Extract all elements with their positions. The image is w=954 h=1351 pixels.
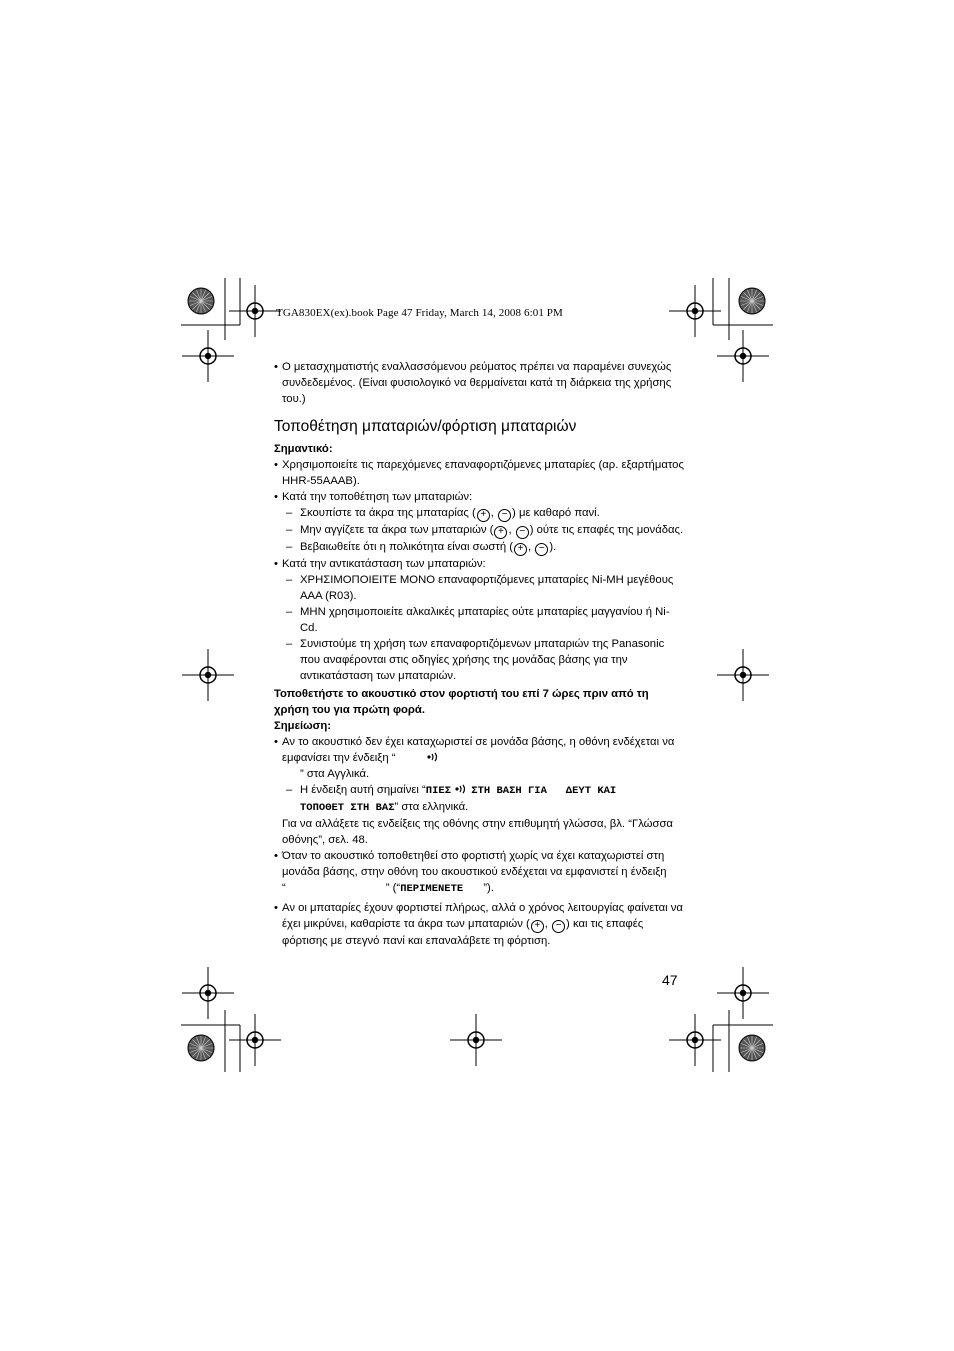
replace-dash-2: – ΜΗΝ χρησιμοποιείτε αλκαλικές μπαταρίες ούτε μπαταρίες μαγγανίου ή Ni-Cd. bbox=[274, 604, 684, 636]
plus-terminal-icon: + bbox=[477, 509, 490, 522]
charge-instruction: Τοποθετήστε το ακουστικό στον φορτιστή του επί 7 ώρες πριν από τη χρήση του για πρώτη φορά. bbox=[274, 688, 649, 716]
page-number: 47 bbox=[662, 972, 678, 988]
ac-adaptor-note: • Ο μετασχηματιστής εναλλασσόμενου ρεύματος πρέπει να παραμένει συνεχώς συνδεδεμένος. (Είναι φυσιολογικό να θερμαίνεται κατά τη διάρκεια της χρήσης του.) bbox=[274, 359, 684, 407]
note-bullet-3: • Αν οι μπαταρίες έχουν φορτιστεί πλήρως, αλλά ο χρόνος λειτουργίας φαίνεται να έχει μικρύνει, καθαρίστε τα άκρα των μπαταριών ( + , − ) και τις επαφές φόρτισης με στεγνό πανί και επαναλάβετε τη φόρτιση. bbox=[274, 900, 684, 949]
important-label: Σημαντικό: bbox=[274, 443, 333, 455]
important-bullet: • Χρησιμοποιείτε τις παρεχόμενες επαναφορτιζόμενες μπαταρίες (αρ. εξαρτήματος HHR-55AAAB). bbox=[274, 457, 684, 489]
note-bullet-2: • Όταν το ακουστικό τοποθετηθεί στο φορτιστή χωρίς να έχει καταχωριστεί στη μονάδα βάσης, στην οθόνη του ακουστικού ενδέχεται να εμφανιστεί η ένδειξη “ ” (“ΠΕΡΙΜΕΝΕΤΕ ”). bbox=[274, 848, 684, 897]
plus-terminal-icon: + bbox=[514, 543, 527, 556]
plus-terminal-icon: + bbox=[531, 920, 544, 933]
install-dash-1: – Σκουπίστε τα άκρα της μπαταρίας ( + , − ) με καθαρό πανί. bbox=[274, 505, 684, 522]
minus-terminal-icon: − bbox=[498, 509, 511, 522]
section-title: Τοποθέτηση μπαταριών/φόρτιση μπαταριών bbox=[274, 418, 577, 435]
note-bullet-1-cont: ” στα Αγγλικά. bbox=[300, 768, 370, 780]
note-label: Σημείωση: bbox=[274, 720, 332, 732]
note-bullet-1: • Αν το ακουστικό δεν έχει καταχωριστεί σε μονάδα βάσης, η οθόνη ενδέχεται να εμφανίσει την ένδειξη “ bbox=[274, 734, 684, 766]
replace-dash-3: – Συνιστούμε τη χρήση των επαναφορτιζόμενων μπαταριών της Panasonic που αναφέρονται στις οδηγίες χρήσης της μονάδας βάσης για την αντικατάσταση των μπαταριών. bbox=[274, 636, 684, 684]
minus-terminal-icon: − bbox=[552, 920, 565, 933]
signal-icon bbox=[426, 752, 440, 762]
minus-terminal-icon: − bbox=[516, 526, 529, 539]
replace-bullet: • Κατά την αντικατάσταση των μπαταριών: bbox=[274, 556, 684, 572]
minus-terminal-icon: − bbox=[535, 543, 548, 556]
plus-terminal-icon: + bbox=[494, 526, 507, 539]
signal-icon bbox=[454, 784, 468, 794]
install-bullet: • Κατά την τοποθέτηση των μπαταριών: bbox=[274, 489, 684, 505]
book-header: TGA830EX(ex).book Page 47 Friday, March 14, 2008 6:01 PM bbox=[276, 307, 563, 319]
page-content bbox=[274, 359, 684, 949]
install-dash-2: – Μην αγγίζετε τα άκρα των μπαταριών ( + , − ) ούτε τις επαφές της μονάδας. bbox=[274, 522, 684, 539]
language-note: Για να αλλάξετε τις ενδείξεις της οθόνης στην επιθυμητή γλώσσα, βλ. “Γλώσσα οθόνης”, σελ. 48. bbox=[282, 818, 673, 846]
note-dash-1: – Η ένδειξη αυτή σημαίνει “ΠΙΕΣ ΣΤΗ ΒΑΣΗ ΓΙΑ ΔΕΥΤ ΚΑΙ ΤΟΠΟΘΕΤ ΣΤΗ ΒΑΣ” στα ελληνικά. bbox=[274, 782, 684, 816]
install-dash-3: – Βεβαιωθείτε ότι η πολικότητα είναι σωστή ( + , − ). bbox=[274, 539, 684, 556]
replace-dash-1: – ΧΡΗΣΙΜΟΠΟΙΕΙΤΕ ΜΟΝΟ επαναφορτιζόμενες μπαταρίες Ni-MH μεγέθους AAA (R03). bbox=[274, 572, 684, 604]
